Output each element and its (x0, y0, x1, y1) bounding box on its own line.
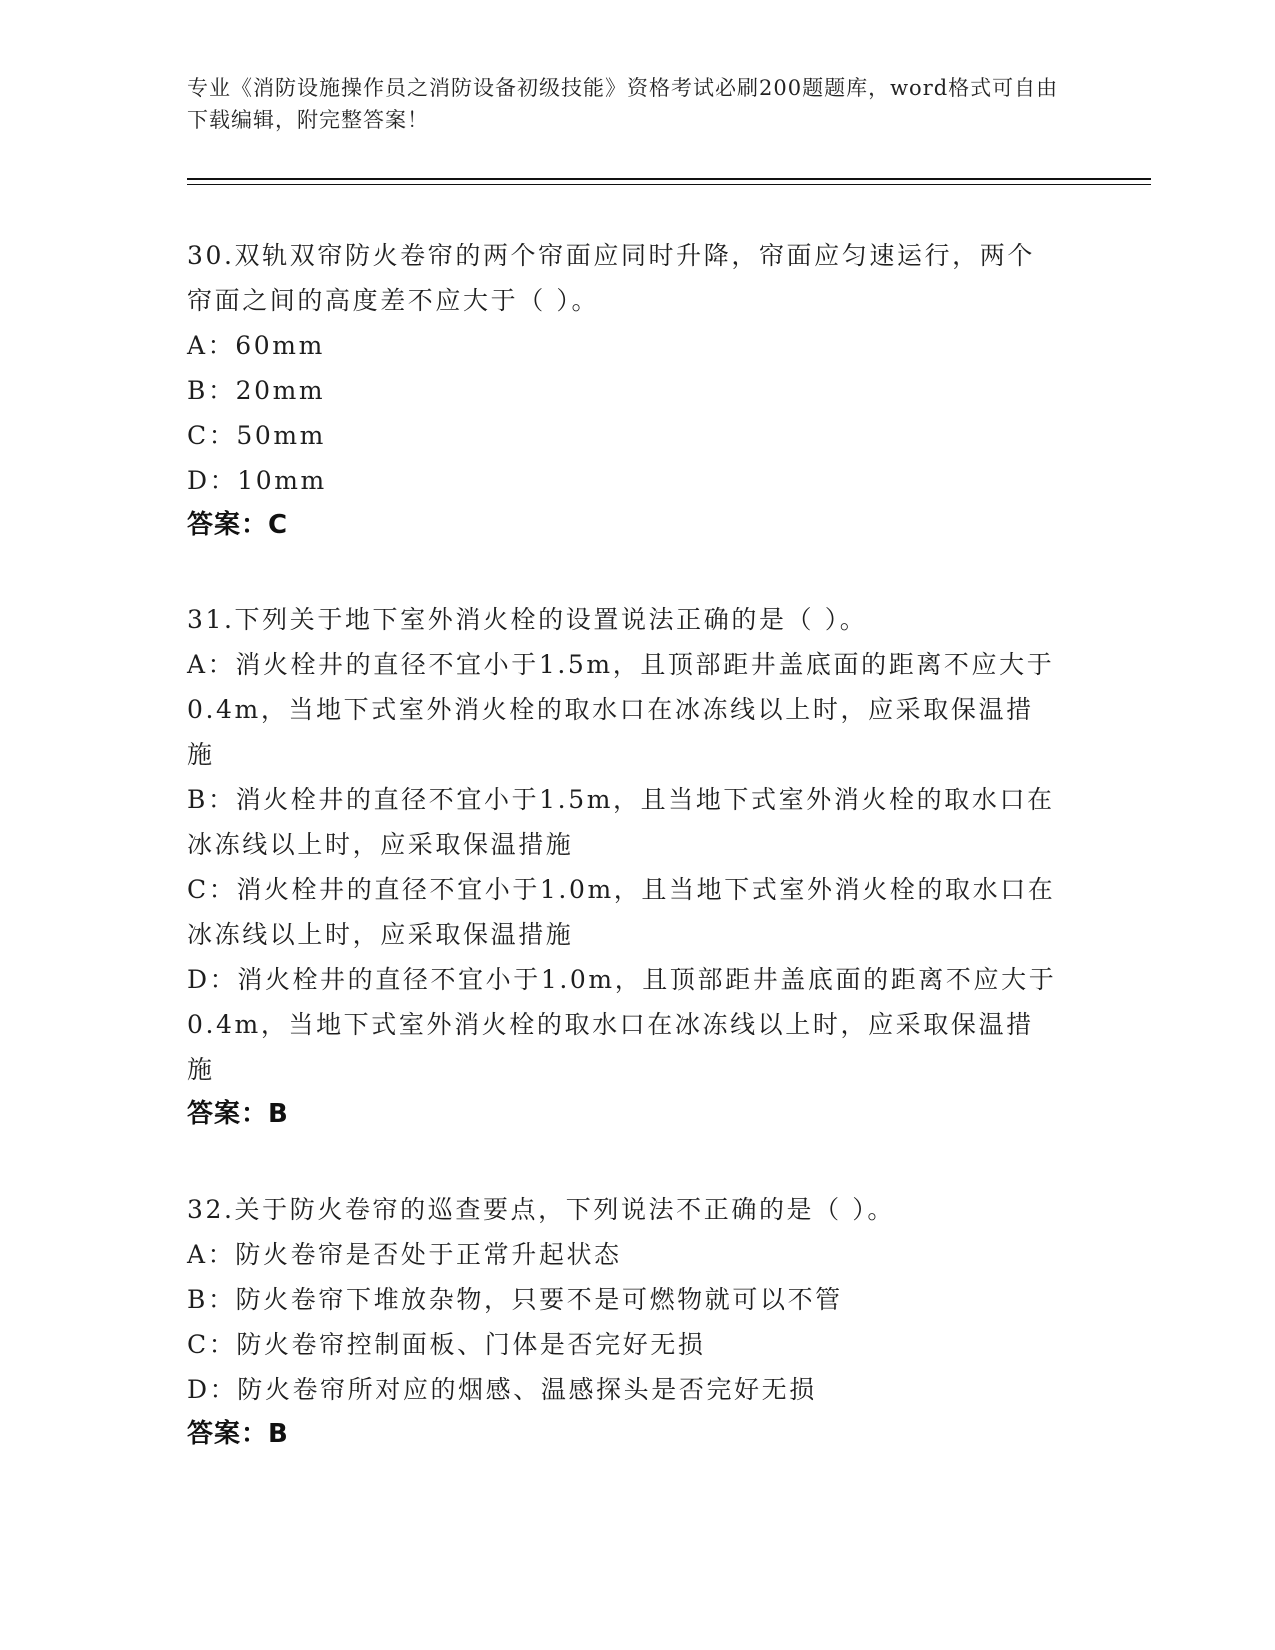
option-a: 0.4m，当地下式室外消火栓的取水口在冰冻线以上时，应采取保温措 (187, 695, 1034, 724)
answer-label: 答案：B (187, 1419, 289, 1449)
answer-label: 答案：C (187, 510, 289, 540)
option-a: A：消火栓井的直径不宜小于1.5m，且顶部距井盖底面的距离不应大于 (187, 650, 1055, 679)
header-divider-thin (187, 184, 1151, 185)
option-d: D：消火栓井的直径不宜小于1.0m，且顶部距井盖底面的距离不应大于 (187, 965, 1057, 994)
option-d: 0.4m，当地下式室外消火栓的取水口在冰冻线以上时，应采取保温措 (187, 1010, 1034, 1039)
option-a: A：60mm (187, 331, 325, 360)
question-32 (187, 1187, 1087, 1457)
question-stem: 31.下列关于地下室外消火栓的设置说法正确的是（ ）。 (187, 605, 868, 634)
question-31 (187, 597, 1087, 1137)
option-c: C：消火栓井的直径不宜小于1.0m，且当地下式室外消火栓的取水口在 (187, 875, 1056, 904)
question-30 (187, 233, 1087, 548)
option-b: B：消火栓井的直径不宜小于1.5m，且当地下式室外消火栓的取水口在 (187, 785, 1055, 814)
option-d: 施 (187, 1055, 215, 1084)
document-header: 专业《消防设施操作员之消防设备初级技能》资格考试必刷200题题库，word格式可自由下载编辑，附完整答案！ (187, 76, 1059, 132)
option-c: C：50mm (187, 421, 326, 450)
answer-label: 答案：B (187, 1099, 289, 1129)
option-b: B：防火卷帘下堆放杂物，只要不是可燃物就可以不管 (187, 1285, 843, 1314)
option-d: D：10mm (187, 466, 327, 495)
option-c: C：防火卷帘控制面板、门体是否完好无损 (187, 1330, 706, 1359)
option-d: D：防火卷帘所对应的烟感、温感探头是否完好无损 (187, 1375, 817, 1404)
option-c: 冰冻线以上时，应采取保温措施 (187, 920, 574, 949)
header-divider-thick (187, 178, 1151, 180)
question-stem: 32.关于防火卷帘的巡查要点，下列说法不正确的是（ ）。 (187, 1195, 896, 1224)
question-stem: 帘面之间的高度差不应大于（ ）。 (187, 286, 600, 315)
question-stem: 30.双轨双帘防火卷帘的两个帘面应同时升降，帘面应匀速运行，两个 (187, 241, 1035, 270)
option-a: A：防火卷帘是否处于正常升起状态 (187, 1240, 622, 1269)
option-b: 冰冻线以上时，应采取保温措施 (187, 830, 574, 859)
option-a: 施 (187, 740, 215, 769)
option-b: B：20mm (187, 376, 326, 405)
